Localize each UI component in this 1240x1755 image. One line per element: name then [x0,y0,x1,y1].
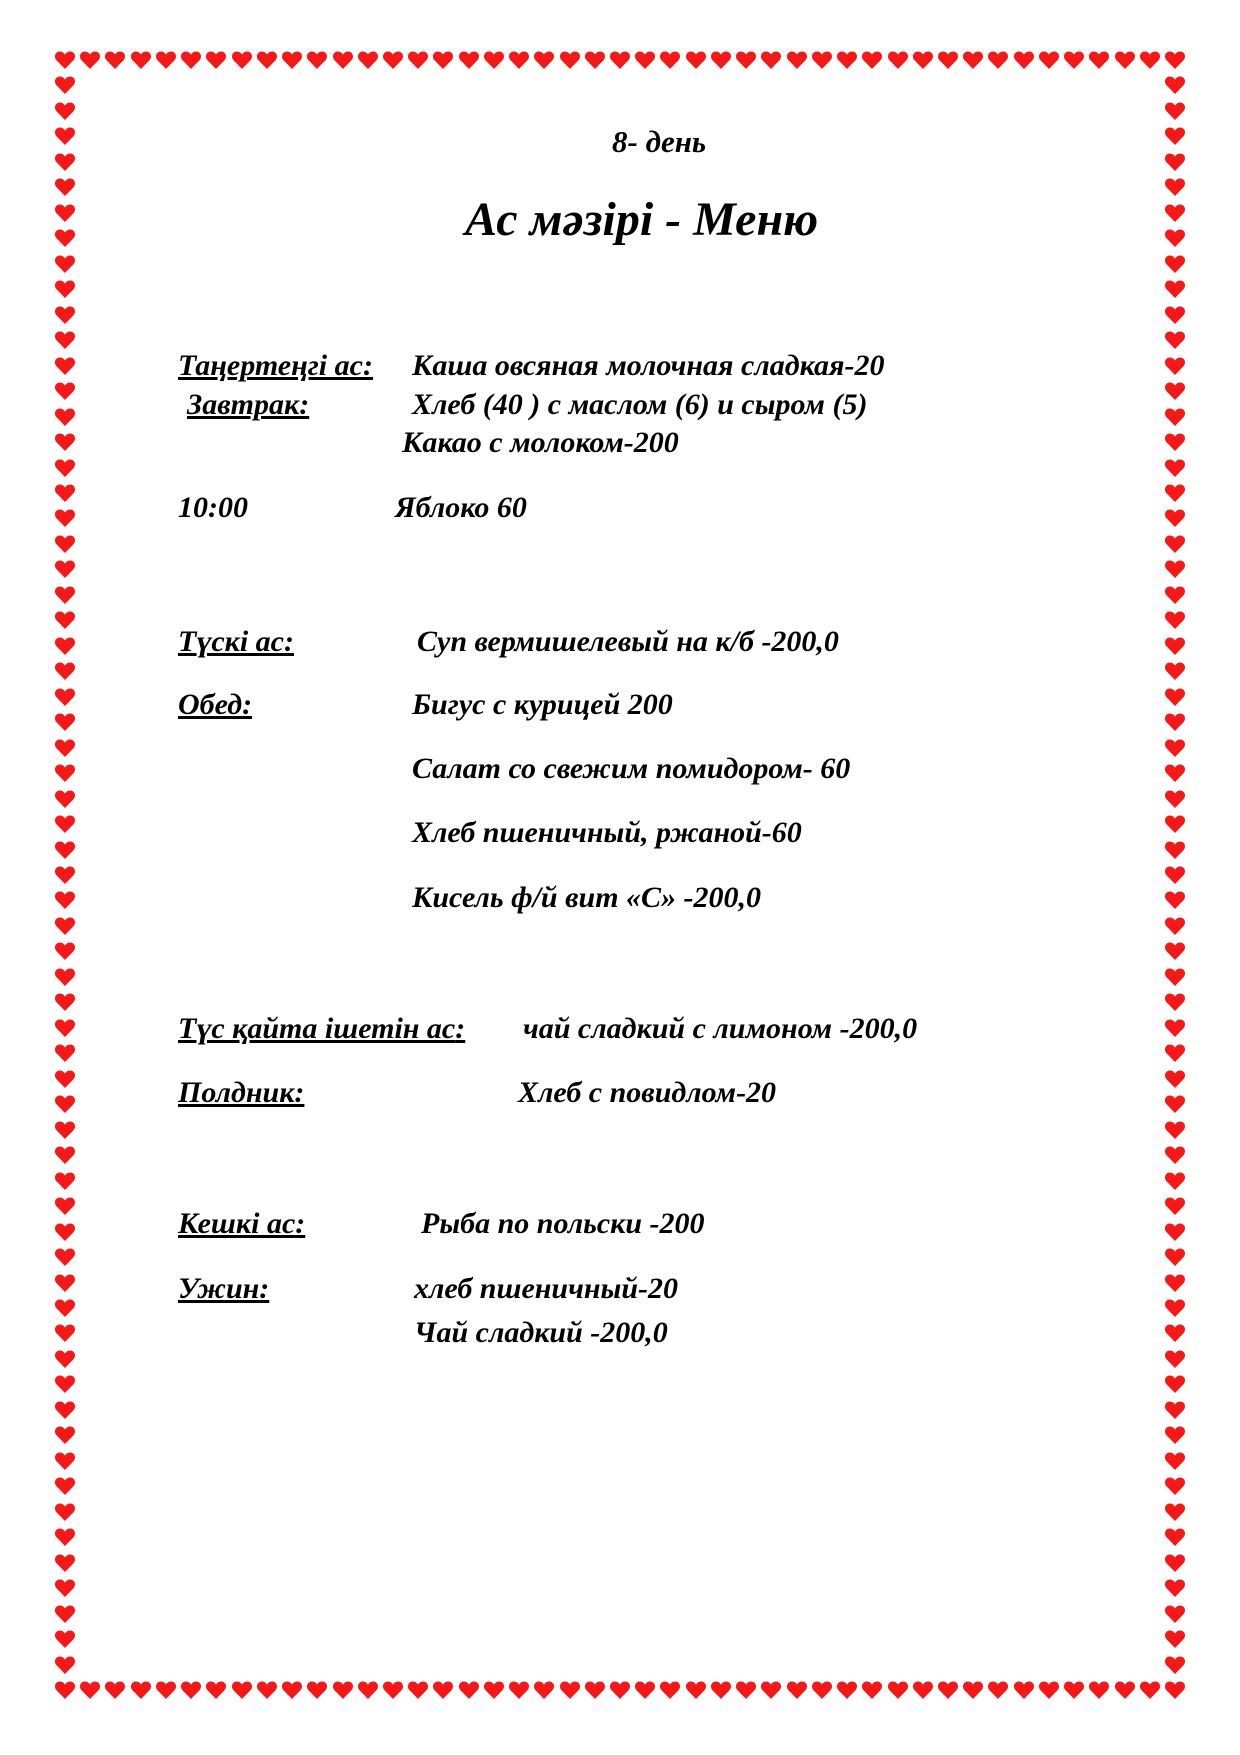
heart-icon [584,49,606,71]
heart-icon [54,1577,76,1599]
heart-icon [1063,49,1085,71]
heart-icon [281,49,303,71]
heart-icon [54,1450,76,1472]
heart-icon [861,49,883,71]
heart-icon [256,49,278,71]
heart-icon [1164,278,1186,300]
heart-icon [54,1221,76,1243]
heart-icon [1164,635,1186,657]
heart-icon [54,380,76,402]
heart-icon [256,1679,278,1701]
heart-icon [1164,329,1186,351]
heart-icon [1114,49,1136,71]
heart-icon [1164,660,1186,682]
heart-icon [760,49,782,71]
heart-icon [357,1679,379,1701]
heart-icon [912,49,934,71]
lunch-item: Хлеб пшеничный, ржаной-60 [412,816,802,849]
heart-icon [786,49,808,71]
heart-icon [382,1679,404,1701]
heart-icon [1164,1577,1186,1599]
heart-icon [54,304,76,326]
heart-icon [559,49,581,71]
heart-icon [1088,1679,1110,1701]
heart-icon [54,813,76,835]
heart-icon [54,482,76,504]
heart-icon [130,49,152,71]
heart-icon [54,839,76,861]
heart-icon [155,1679,177,1701]
heart-icon [54,1628,76,1650]
heart-icon [54,431,76,453]
heart-icon [54,1501,76,1523]
heart-icon [54,1119,76,1141]
heart-icon [1164,1348,1186,1370]
heart-icon [54,227,76,249]
heart-icon [54,1373,76,1395]
heart-icon [1164,304,1186,326]
heart-icon [1164,1068,1186,1090]
heart-icon [180,49,202,71]
heart-icon [685,49,707,71]
breakfast-item: Хлеб (40 ) с маслом (6) и сыром (5) [412,388,868,421]
heart-icon [1164,737,1186,759]
heart-icon [1164,227,1186,249]
heart-icon [1164,915,1186,937]
heart-icon [332,49,354,71]
heart-icon [54,940,76,962]
heart-icon [54,355,76,377]
heart-icon [432,1679,454,1701]
heart-icon [1164,1475,1186,1497]
heart-icon [54,125,76,147]
heart-icon [685,1679,707,1701]
heart-icon [786,1679,808,1701]
heart-icon [861,1679,883,1701]
heart-icon [54,74,76,96]
heart-icon [54,1272,76,1294]
heart-icon [54,1526,76,1548]
heart-icon [811,49,833,71]
heart-icon [987,49,1009,71]
lunch-item: Суп вермишелевый на к/б -200,0 [417,625,839,658]
heart-icon [659,49,681,71]
heart-icon [1164,406,1186,428]
heart-icon [205,1679,227,1701]
heart-icon [1164,202,1186,224]
heart-icon [1038,49,1060,71]
heart-icon [659,1679,681,1701]
heart-icon [1164,100,1186,122]
heart-icon [54,507,76,529]
heart-icon [54,1654,76,1676]
heart-icon [54,151,76,173]
lunch-item: Бигус с курицей 200 [412,688,673,721]
heart-icon [811,1679,833,1701]
heart-icon [1164,431,1186,453]
heart-icon [54,176,76,198]
page-title: Ас мәзірі - Меню [465,193,819,246]
heart-icon [54,1552,76,1574]
heart-icon [458,1679,480,1701]
dinner-item: Чай сладкий -200,0 [414,1316,668,1349]
heart-icon [609,1679,631,1701]
heart-icon [205,49,227,71]
dinner-item: Рыба по польски -200 [421,1207,705,1240]
heart-icon [180,1679,202,1701]
heart-icon [1013,1679,1035,1701]
heart-icon [231,49,253,71]
heart-icon [1164,1170,1186,1192]
heart-icon [1164,1017,1186,1039]
heart-icon [1164,253,1186,275]
heart-icon [357,49,379,71]
heart-icon [54,711,76,733]
heart-icon [508,1679,530,1701]
heart-icon [508,49,530,71]
heart-icon [1164,507,1186,529]
heart-icon [54,1246,76,1268]
heart-icon [54,533,76,555]
breakfast-label-kz: Таңертеңгі ас: [178,349,373,382]
lunch-item: Кисель ф/й вит «С» -200,0 [412,881,762,914]
heart-icon [1164,1272,1186,1294]
heart-icon [54,864,76,886]
heart-icon [1164,609,1186,631]
heart-icon [1164,762,1186,784]
heart-icon [1164,1628,1186,1650]
heart-icon [1164,1603,1186,1625]
heart-icon [962,49,984,71]
afternoon-label-kz: Түс қайта ішетін ас: [178,1012,466,1045]
heart-icon [987,1679,1009,1701]
heart-icon [54,49,76,71]
heart-icon [432,49,454,71]
heart-icon [760,1679,782,1701]
heart-icon [1164,1654,1186,1676]
heart-icon [1164,1195,1186,1217]
heart-icon [79,1679,101,1701]
heart-icon [155,49,177,71]
heart-icon [1164,711,1186,733]
heart-icon [54,915,76,937]
heart-icon [54,966,76,988]
heart-icon [54,991,76,1013]
heart-icon [332,1679,354,1701]
heart-icon [1164,1373,1186,1395]
heart-icon [937,49,959,71]
lunch-label-kz: Түскі ас: [178,625,294,658]
heart-icon [533,1679,555,1701]
heart-icon [1164,1042,1186,1064]
heart-icon [306,49,328,71]
heart-icon [584,1679,606,1701]
dinner-label-ru: Ужин: [178,1272,270,1305]
heart-icon [407,49,429,71]
heart-icon [104,49,126,71]
heart-icon [54,889,76,911]
heart-icon [1164,584,1186,606]
heart-icon [1164,1221,1186,1243]
heart-icon [1164,991,1186,1013]
heart-icon [54,558,76,580]
heart-icon [54,609,76,631]
heart-icon [1164,558,1186,580]
heart-icon [1164,864,1186,886]
heart-icon [281,1679,303,1701]
heart-icon [54,457,76,479]
heart-icon [1164,1144,1186,1166]
heart-icon [407,1679,429,1701]
snack-item: Яблоко 60 [395,491,527,524]
heart-icon [937,1679,959,1701]
breakfast-item: Каша овсяная молочная сладкая-20 [412,349,885,382]
heart-icon [1013,49,1035,71]
snack-time: 10:00 [178,491,248,524]
heart-icon [130,1679,152,1701]
heart-icon [306,1679,328,1701]
heart-icon [1164,482,1186,504]
heart-icon [634,1679,656,1701]
heart-icon [634,49,656,71]
heart-icon [1164,889,1186,911]
heart-icon [54,1017,76,1039]
heart-icon [1164,49,1186,71]
heart-icon [887,1679,909,1701]
heart-icon [1164,1552,1186,1574]
afternoon-item: чай сладкий с лимоном -200,0 [523,1012,918,1045]
heart-icon [1063,1679,1085,1701]
heart-icon [79,49,101,71]
heart-icon [54,1195,76,1217]
heart-icon [1164,1679,1186,1701]
heart-icon [1164,533,1186,555]
heart-icon [710,1679,732,1701]
heart-icon [54,737,76,759]
heart-icon [54,1093,76,1115]
heart-icon [54,1475,76,1497]
heart-icon [1164,457,1186,479]
heart-icon [54,584,76,606]
heart-icon [54,1424,76,1446]
heart-icon [54,686,76,708]
heart-icon [54,202,76,224]
heart-icon [1139,49,1161,71]
breakfast-label-ru: Завтрак: [187,388,310,421]
heart-icon [54,762,76,784]
heart-icon [483,1679,505,1701]
heart-icon [1164,788,1186,810]
heart-icon [382,49,404,71]
heart-icon [54,1068,76,1090]
heart-icon [1164,1501,1186,1523]
heart-icon [1164,1093,1186,1115]
heart-icon [1164,1119,1186,1141]
heart-icon [1164,940,1186,962]
dinner-label-kz: Кешкі ас: [178,1207,306,1240]
heart-icon [54,1042,76,1064]
heart-icon [1038,1679,1060,1701]
heart-icon [1164,1322,1186,1344]
heart-icon [912,1679,934,1701]
lunch-item: Салат со свежим помидором- 60 [412,752,851,785]
heart-icon [54,635,76,657]
heart-icon [1164,839,1186,861]
heart-icon [836,49,858,71]
heart-icon [54,278,76,300]
heart-icon [1164,355,1186,377]
heart-icon [54,1170,76,1192]
heart-icon [1164,686,1186,708]
heart-icon [54,253,76,275]
heart-icon [609,49,631,71]
heart-icon [231,1679,253,1701]
heart-icon [54,1399,76,1421]
heart-icon [559,1679,581,1701]
heart-icon [1114,1679,1136,1701]
heart-icon [1164,380,1186,402]
heart-icon [710,49,732,71]
heart-icon [1164,176,1186,198]
heart-icon [1164,125,1186,147]
heart-icon [1164,813,1186,835]
heart-icon [1164,1399,1186,1421]
heart-icon [1164,1450,1186,1472]
breakfast-item: Какао с молоком-200 [402,426,679,459]
heart-icon [1164,151,1186,173]
heart-icon [54,660,76,682]
heart-icon [1088,49,1110,71]
heart-icon [54,406,76,428]
heart-icon [54,1679,76,1701]
heart-icon [1164,74,1186,96]
heart-icon [1164,966,1186,988]
heart-icon [458,49,480,71]
day-title: 8- день [612,124,707,159]
heart-icon [533,49,555,71]
heart-icon [1139,1679,1161,1701]
heart-icon [1164,1424,1186,1446]
heart-icon [54,1603,76,1625]
heart-icon [735,49,757,71]
heart-icon [104,1679,126,1701]
heart-icon [1164,1297,1186,1319]
heart-icon [1164,1526,1186,1548]
heart-icon [836,1679,858,1701]
afternoon-label-ru: Полдник: [178,1076,305,1109]
heart-icon [887,49,909,71]
heart-icon [54,100,76,122]
heart-icon [54,1297,76,1319]
dinner-item: хлеб пшеничный-20 [414,1272,679,1305]
heart-icon [54,1144,76,1166]
heart-icon [54,788,76,810]
heart-icon [1164,1246,1186,1268]
heart-icon [54,1348,76,1370]
heart-icon [962,1679,984,1701]
heart-icon [54,1322,76,1344]
heart-icon [54,329,76,351]
heart-icon [735,1679,757,1701]
heart-icon [483,49,505,71]
afternoon-item: Хлеб с повидлом-20 [518,1076,777,1109]
lunch-label-ru: Обед: [178,688,253,721]
